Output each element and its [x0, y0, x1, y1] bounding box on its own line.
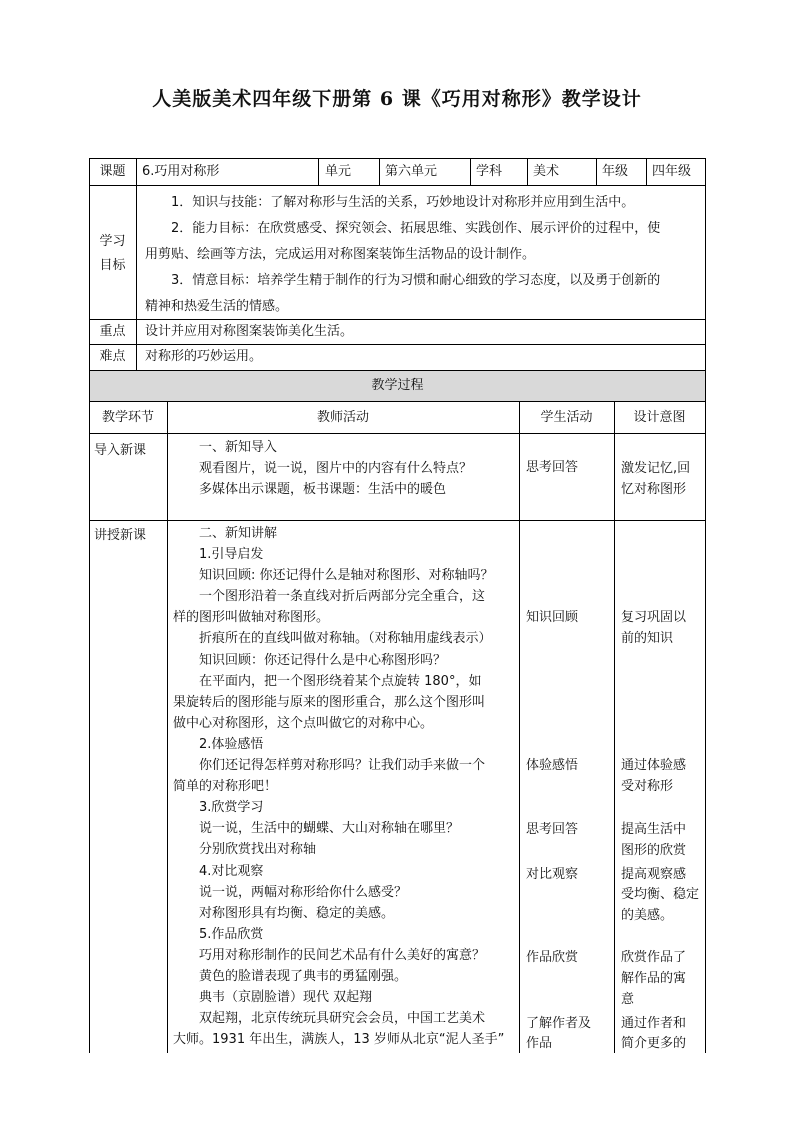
design-intent: 欣赏作品了	[621, 950, 687, 965]
lesson-step: 讲授新课	[94, 528, 147, 543]
goals-content	[145, 190, 701, 320]
difficulty-value: 对称形的巧妙运用。	[145, 349, 263, 364]
goal-line: 1．知识与技能：了解对称形与生活的关系，巧妙地设计对称形并应用到生活中。	[171, 195, 635, 210]
goal-line: 用剪贴、绘画等方法，完成运用对称图案装饰生活物品的设计制作。	[145, 247, 536, 262]
teacher-line: 巧用对称形制作的民间艺术品有什么美好的寓意？	[199, 947, 486, 963]
process-section-title: 教学过程	[371, 378, 424, 393]
subject-label: 学科	[476, 164, 503, 179]
teacher-line: 知识回顾: 你还记得什么是轴对称图形、对称轴吗？	[199, 568, 494, 584]
col-header-intent: 设计意图	[633, 410, 686, 425]
design-intent: 简介更多的	[621, 1036, 687, 1051]
lesson-teacher	[173, 523, 517, 1050]
teacher-line: 样的图形叫做轴对称图形。	[173, 610, 330, 626]
teacher-line: 观看图片，说一说，图片中的内容有什么特点？	[199, 461, 473, 476]
teacher-line: 4.对比观察	[199, 863, 264, 879]
design-intent: 通过作者和	[621, 1016, 687, 1031]
col-header-teacher: 教师活动	[316, 410, 369, 425]
design-intent: 提高生活中	[621, 822, 687, 837]
teacher-line: 在平面内，把一个图形绕着某个点旋转 180°，如	[199, 673, 482, 689]
design-intent: 通过体验感	[621, 758, 687, 773]
intro-intent: 激发记忆,回 忆对称图形	[621, 461, 691, 497]
student-activity: 思考回答	[526, 822, 579, 837]
teacher-line: 双起翔，北京传统玩具研究会会员，中国工艺美术	[199, 1011, 486, 1027]
goal-line: 2．能力目标：在欣赏感受、探究领会、拓展思维、实践创作、展示评价的过程中，使	[171, 221, 661, 236]
student-activity: 作品	[526, 1036, 553, 1051]
design-intent: 受对称形	[621, 779, 674, 794]
teacher-line: 果旋转后的图形能与原来的图形重合，那么这个图形叫	[173, 694, 486, 710]
teacher-line: 一、新知导入	[199, 440, 278, 455]
goal-line: 精神和热爱生活的情感。	[145, 299, 289, 314]
teacher-line: 说一说，两幅对称形给你什么感受？	[199, 884, 408, 900]
design-intent: 意	[621, 992, 635, 1007]
design-intent: 复习巩固以	[621, 610, 687, 625]
teacher-line: 大师。1931 年出生，满族人，13 岁师从北京“泥人圣手”	[173, 1032, 505, 1048]
intro-student: 思考回答	[526, 460, 579, 475]
teacher-line: 知识回顾：你还记得什么是中心称图形吗？	[199, 652, 447, 668]
page-title: 人美版美术四年级下册第 6 课《巧用对称形》教学设计	[152, 88, 642, 110]
teacher-line: 说一说，生活中的蝴蝶、大山对称轴在哪里？	[199, 821, 460, 837]
student-activity: 作品欣赏	[526, 950, 579, 965]
focus-value: 设计并应用对称图案装饰美化生活。	[145, 324, 354, 339]
teacher-line: 一个图形沿着一条直线对折后两部分完全重合，这	[199, 589, 486, 605]
goals-label: 学习 目标	[99, 234, 126, 273]
unit-value: 第六单元	[385, 164, 438, 179]
teacher-line: 分别欣赏找出对称轴	[199, 842, 317, 858]
intro-step: 导入新课	[94, 443, 147, 458]
course-value: 6.巧用对称形	[142, 164, 220, 179]
unit-label: 单元	[325, 164, 352, 179]
design-intent: 提高观察感	[621, 867, 687, 882]
design-intent: 的美感。	[621, 908, 674, 923]
teacher-line: 5.作品欣赏	[199, 926, 264, 942]
teacher-line: 典韦（京剧脸谱）现代 双起翔	[199, 990, 373, 1006]
intro-teacher	[173, 437, 517, 500]
teacher-line: 3.欣赏学习	[199, 800, 264, 816]
teacher-line: 1.引导启发	[199, 547, 264, 563]
student-activity: 知识回顾	[526, 610, 579, 625]
goal-line: 3．情意目标：培养学生精于制作的行为习惯和耐心细致的学习态度，以及勇于创新的	[171, 273, 661, 288]
design-intent: 前的知识	[621, 631, 674, 646]
col-header-step: 教学环节	[101, 410, 154, 425]
teacher-line: 二、新知讲解	[199, 526, 278, 541]
teacher-line: 黄色的脸谱表现了典韦的勇猛刚强。	[199, 968, 408, 984]
teacher-line: 做中心对称图形，这个点叫做它的对称中心。	[173, 715, 434, 731]
course-label: 课题	[99, 164, 126, 179]
subject-value: 美术	[533, 164, 560, 179]
student-activity: 了解作者及	[526, 1016, 592, 1031]
lesson-plan-table	[89, 158, 706, 1053]
student-activity: 对比观察	[526, 867, 579, 882]
teacher-line: 2.体验感悟	[199, 736, 264, 752]
grade-value: 四年级	[652, 164, 692, 179]
grade-label: 年级	[602, 164, 629, 179]
teacher-line: 折痕所在的直线叫做对称轴。（对称轴用虚线表示）	[199, 631, 492, 647]
teacher-line: 简单的对称形吧！	[173, 779, 278, 795]
design-intent: 解作品的寓	[621, 971, 687, 986]
design-intent: 图形的欣赏	[621, 843, 687, 858]
teacher-line: 对称图形具有均衡、稳定的美感。	[199, 905, 395, 921]
difficulty-label: 难点	[99, 349, 126, 364]
teacher-line: 你们还记得怎样剪对称形吗？让我们动手来做一个	[199, 758, 486, 774]
col-header-student: 学生活动	[540, 410, 593, 425]
focus-label: 重点	[99, 324, 126, 339]
design-intent: 受均衡、稳定	[621, 887, 700, 902]
student-activity: 体验感悟	[526, 758, 579, 773]
teacher-line: 多媒体出示课题，板书课题：生活中的暖色	[199, 482, 447, 497]
